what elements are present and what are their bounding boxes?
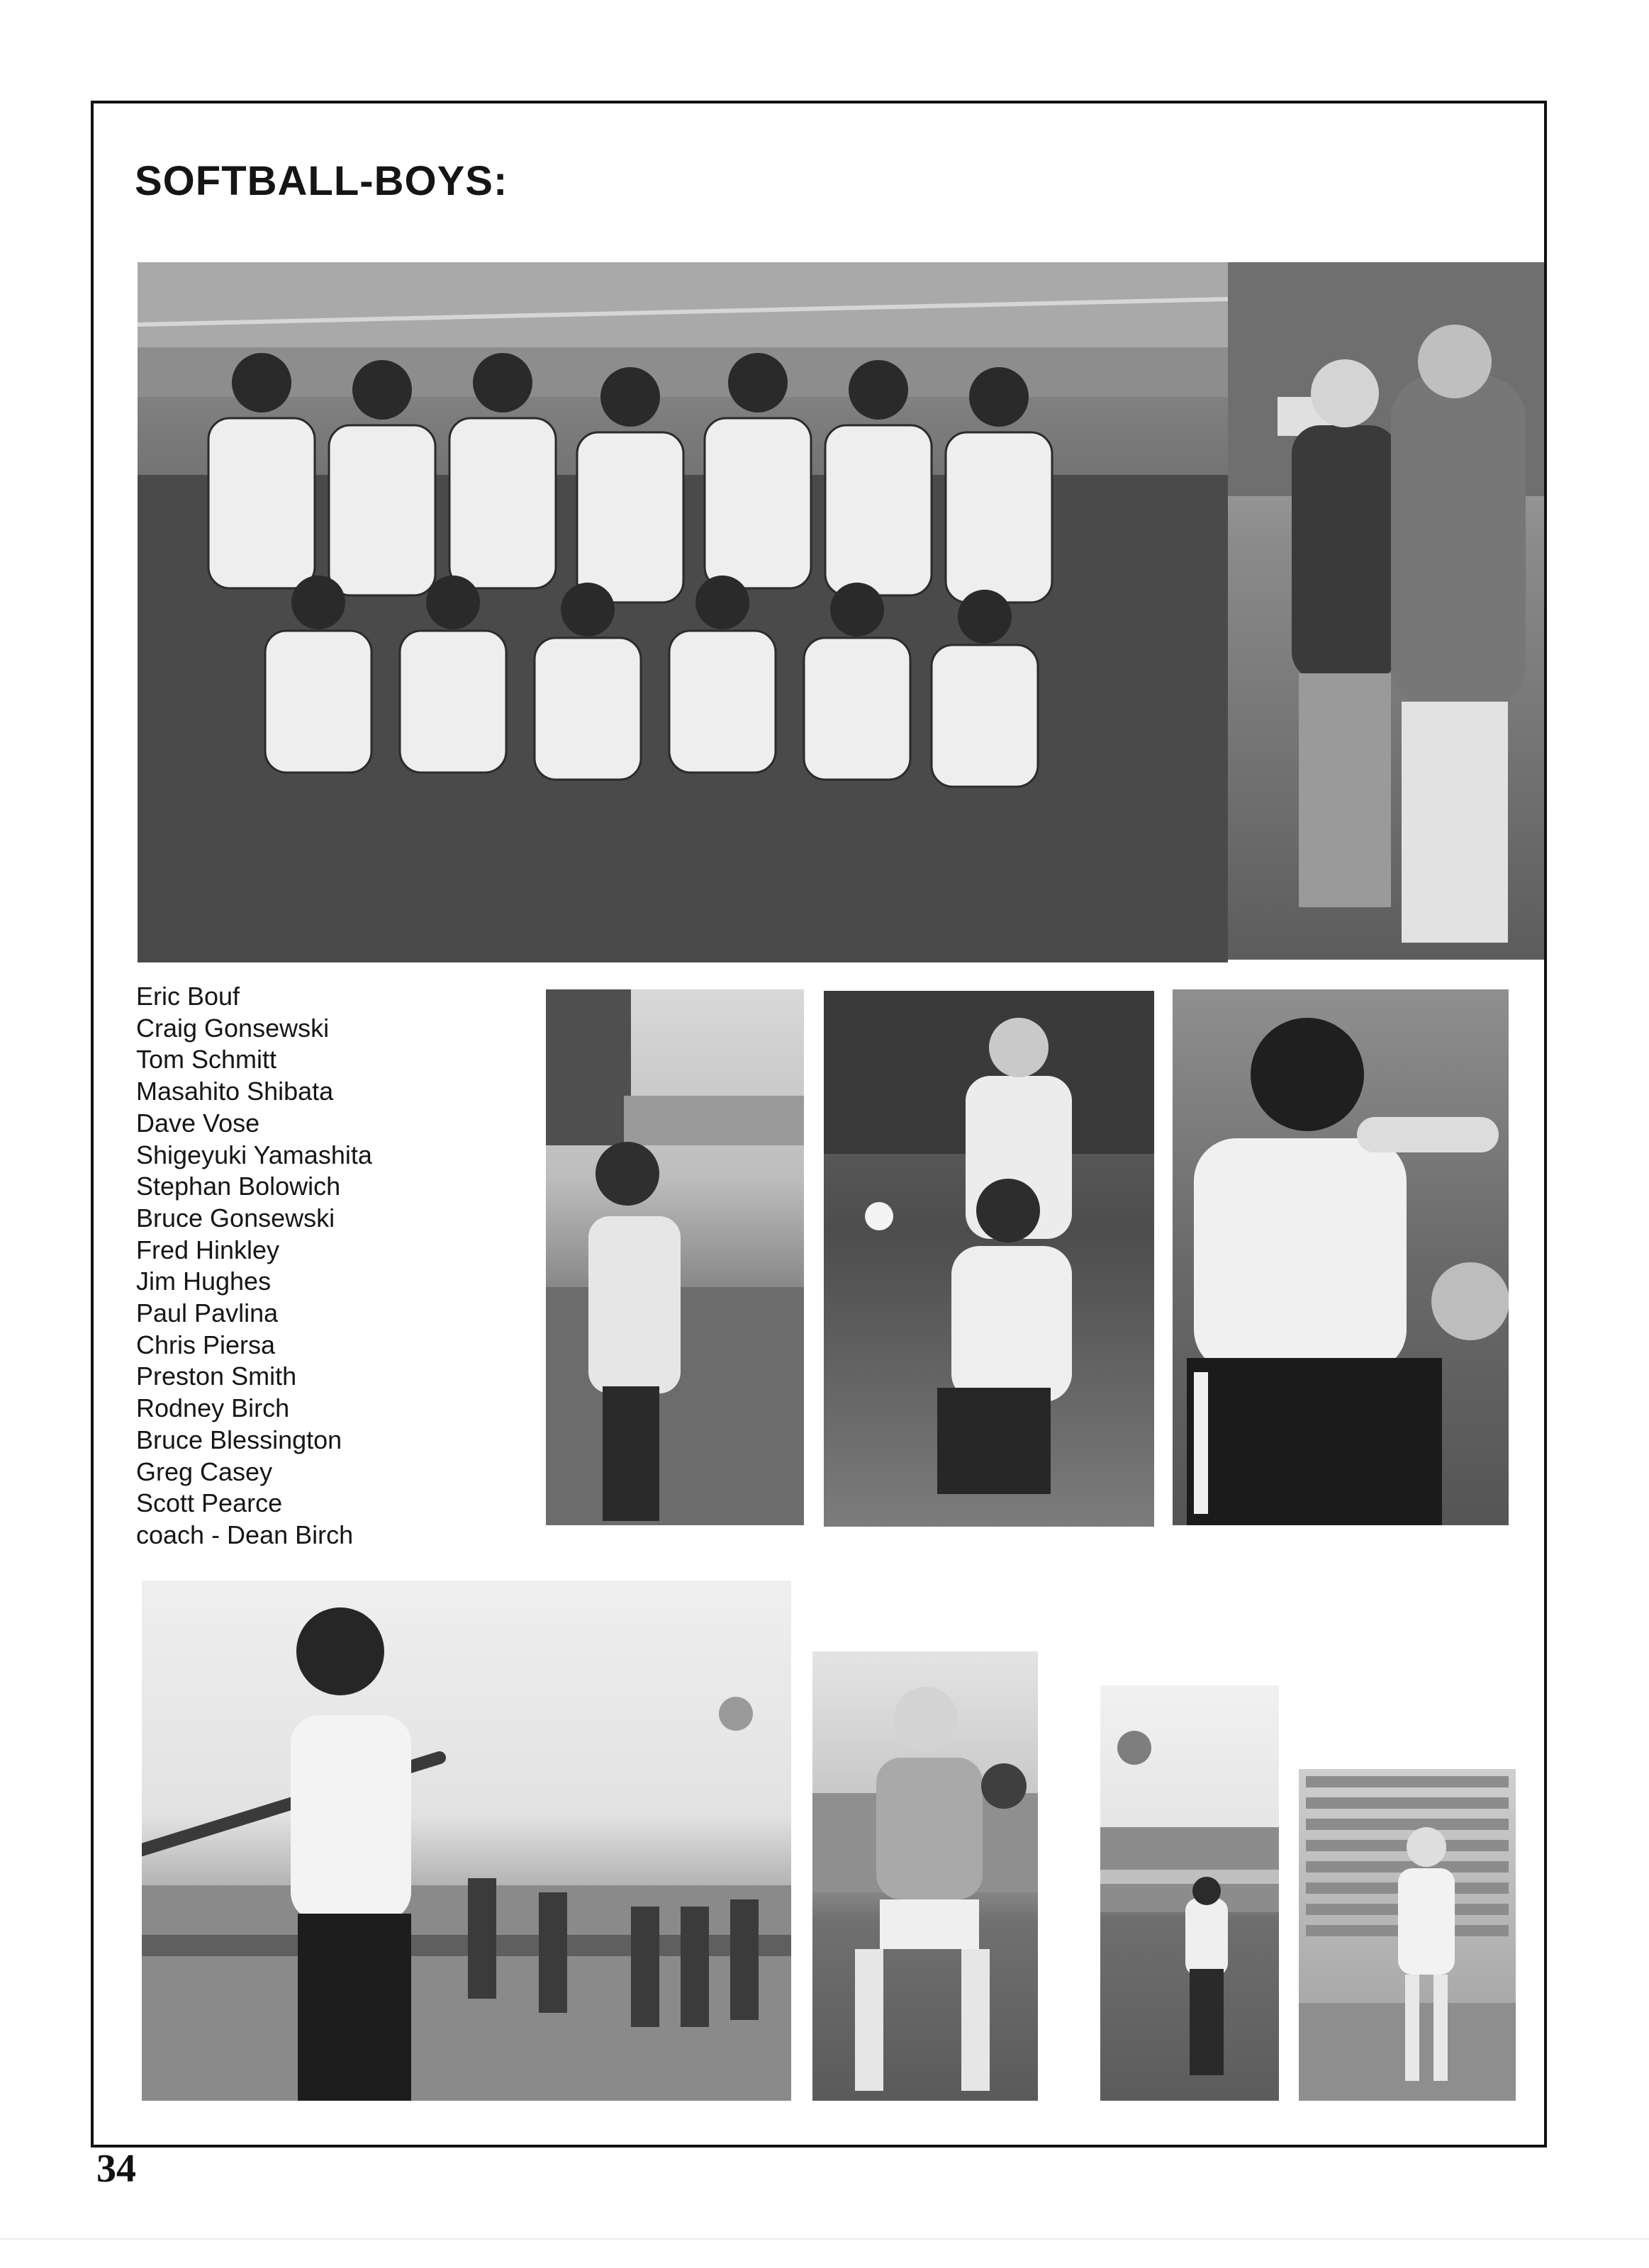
roster-name: Fred Hinkley [136,1235,280,1264]
roster-name: Paul Pavlina [136,1298,279,1328]
team-photo-image [138,262,1228,962]
roster-name: Greg Casey [136,1456,273,1486]
catcher-photo-image [812,1651,1038,2101]
player-by-building-photo-image [1299,1769,1516,2101]
catcher-photo [812,1651,1038,2101]
roster-name: Masahito Shibata [136,1077,334,1106]
team-photo [138,262,1228,962]
roster-name: Tom Schmitt [136,1045,277,1074]
roster-name: Stephan Bolowich [136,1172,341,1201]
roster-name: Scott Pearce [136,1488,283,1518]
roster-name: Chris Piersa [136,1330,276,1359]
fielders-photo [824,991,1154,1527]
pitcher-photo [546,989,804,1525]
player-by-building-photo [1299,1769,1516,2101]
pitcher-photo-image [546,989,804,1525]
throwing-photo [1173,989,1509,1525]
roster-name: Craig Gonsewski [136,1013,330,1043]
page-number: 34 [96,2147,136,2191]
roster-name: Dave Vose [136,1108,260,1138]
batter-photo-image [142,1581,791,2101]
coaches-photo [1228,262,1544,960]
roster-name: Jim Hughes [136,1267,272,1296]
throwing-photo-image [1173,989,1509,1525]
roster-name: Bruce Gonsewski [136,1203,335,1233]
roster-name: Rodney Birch [136,1393,290,1423]
roster-list [136,981,372,1551]
batter-photo [142,1581,791,2101]
ball-toss-photo-image [1100,1685,1279,2101]
roster-name: Bruce Blessington [136,1425,342,1454]
roster-name: coach - Dean Birch [136,1520,354,1549]
fielders-photo-image [824,991,1154,1527]
roster-name: Preston Smith [136,1362,297,1391]
coaches-photo-image [1228,262,1544,960]
roster-name: Shigeyuki Yamashita [136,1140,372,1169]
ball-toss-photo [1100,1685,1279,2101]
scan-edge-line [0,2238,1649,2240]
page-title: SOFTBALL-BOYS: [135,158,508,204]
roster-name: Eric Bouf [136,982,240,1011]
